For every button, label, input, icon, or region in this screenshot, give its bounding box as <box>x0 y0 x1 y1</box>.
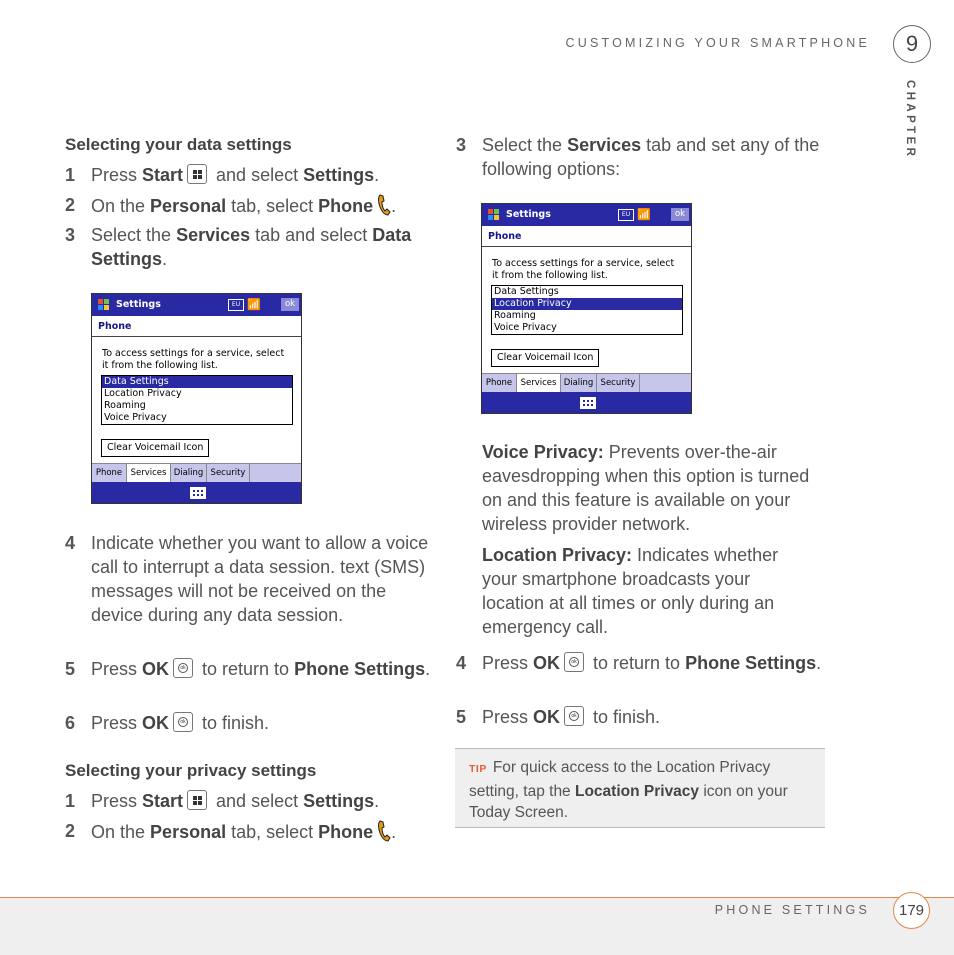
screen-subtitle: Phone <box>92 316 301 337</box>
tab-bar <box>92 463 301 482</box>
data-step-1: 1 Press Start and select Settings. <box>65 165 380 185</box>
list-item[interactable]: Voice Privacy <box>104 412 167 423</box>
windows-start-icon <box>486 207 502 223</box>
privacy-step-1: 1 Press Start and select Settings. <box>65 791 380 811</box>
chapter-number-badge: 9 <box>893 25 931 63</box>
windows-start-icon <box>96 297 112 313</box>
eu-indicator: EU <box>618 209 634 221</box>
voice-privacy-description: Voice Privacy: Prevents over-the-air eavesdropping when this option is turned on and this feature is available on your wireless provider network. <box>482 442 810 534</box>
services-list[interactable] <box>101 375 293 425</box>
location-privacy-description: Location Privacy: Indicates whether your smartphone broadcasts your location at all times or only during an emergency call. <box>482 545 779 637</box>
clear-voicemail-button[interactable]: Clear Voicemail Icon <box>101 439 209 457</box>
bottom-bar <box>92 482 301 503</box>
list-item[interactable]: Roaming <box>494 310 536 321</box>
privacy-step-5: 5 Press OK ok to finish. <box>456 707 661 727</box>
phone-icon <box>377 193 391 217</box>
chapter-label: CHAPTER <box>904 80 916 160</box>
signal-icon: 📶 <box>247 298 261 311</box>
privacy-step-3: 3 Select the Services tab and set any of the following options: <box>456 135 820 179</box>
ok-icon: ok <box>564 652 584 672</box>
list-item[interactable]: Voice Privacy <box>494 322 557 333</box>
clear-voicemail-button[interactable]: Clear Voicemail Icon <box>491 349 599 367</box>
tab-services[interactable]: Services <box>517 374 561 392</box>
keyboard-icon[interactable] <box>190 487 206 499</box>
tab-dialing[interactable]: Dialing <box>561 374 597 392</box>
list-item[interactable]: Location Privacy <box>104 388 182 399</box>
list-item[interactable]: Roaming <box>104 400 146 411</box>
ok-icon: ok <box>173 658 193 678</box>
data-step-6: 6 Press OK ok to finish. <box>65 713 270 733</box>
tab-bar <box>482 373 691 392</box>
data-settings-heading: Selecting your data settings <box>65 135 292 154</box>
keyboard-icon[interactable] <box>580 397 596 409</box>
privacy-step-2: 2 On the Personal tab, select Phone . <box>65 821 397 842</box>
data-step-5: 5 Press OK ok to return to Phone Settings. <box>65 659 431 679</box>
screen-description: To access settings for a service, select it from the following list. <box>102 348 285 371</box>
ok-button[interactable]: ok <box>671 208 689 221</box>
tip-label: TIP <box>469 763 487 775</box>
screen-subtitle: Phone <box>482 226 691 247</box>
tab-phone[interactable]: Phone <box>482 374 517 392</box>
start-icon <box>187 164 207 184</box>
data-step-4: 4 Indicate whether you want to allow a voice call to interrupt a data session. text (SMS) messages will not be received on the device during any data session. <box>65 533 429 625</box>
list-item[interactable]: Data Settings <box>494 286 559 297</box>
running-footer: PHONE SETTINGS <box>714 903 870 917</box>
tab-security[interactable]: Security <box>207 464 250 482</box>
running-header: CUSTOMIZING YOUR SMARTPHONE <box>565 36 870 50</box>
tab-services[interactable]: Services <box>127 464 171 482</box>
tip-box: TIP For quick access to the Location Privacy setting, tap the Location Privacy icon on your Today Screen. <box>455 748 825 828</box>
eu-indicator: EU <box>228 299 244 311</box>
page-number-badge: 179 <box>893 892 930 929</box>
data-step-3: 3 Select the Services tab and select Data Settings. <box>65 225 412 269</box>
start-icon <box>187 790 207 810</box>
services-list[interactable] <box>491 285 683 335</box>
data-step-2: 2 On the Personal tab, select Phone . <box>65 195 397 216</box>
ok-icon: ok <box>173 712 193 732</box>
bottom-bar <box>482 392 691 413</box>
privacy-step-4: 4 Press OK ok to return to Phone Settings. <box>456 653 822 673</box>
screen-description: To access settings for a service, select it from the following list. <box>492 258 675 281</box>
phone-icon <box>377 819 391 843</box>
tab-phone[interactable]: Phone <box>92 464 127 482</box>
list-item[interactable]: Location Privacy <box>492 298 682 310</box>
ok-button[interactable]: ok <box>281 298 299 311</box>
device-screenshot-location-privacy: Settings EU 📶 ok Phone To access settings for a service, select it from the following list. Data Settings Location Privacy Roaming Voice Privacy Clear Voicemail Icon Phone Services Dialing Security <box>481 203 692 414</box>
signal-icon: 📶 <box>637 208 651 221</box>
privacy-settings-heading: Selecting your privacy settings <box>65 761 317 780</box>
list-item[interactable]: Data Settings <box>102 376 292 388</box>
device-screenshot-data-settings: Settings EU 📶 ok Phone To access settings for a service, select it from the following list. Data Settings Location Privacy Roaming Voice Privacy Clear Voicemail Icon Phone Services Dialing Security <box>91 293 302 504</box>
tab-security[interactable]: Security <box>597 374 640 392</box>
ok-icon: ok <box>564 706 584 726</box>
tab-dialing[interactable]: Dialing <box>171 464 207 482</box>
